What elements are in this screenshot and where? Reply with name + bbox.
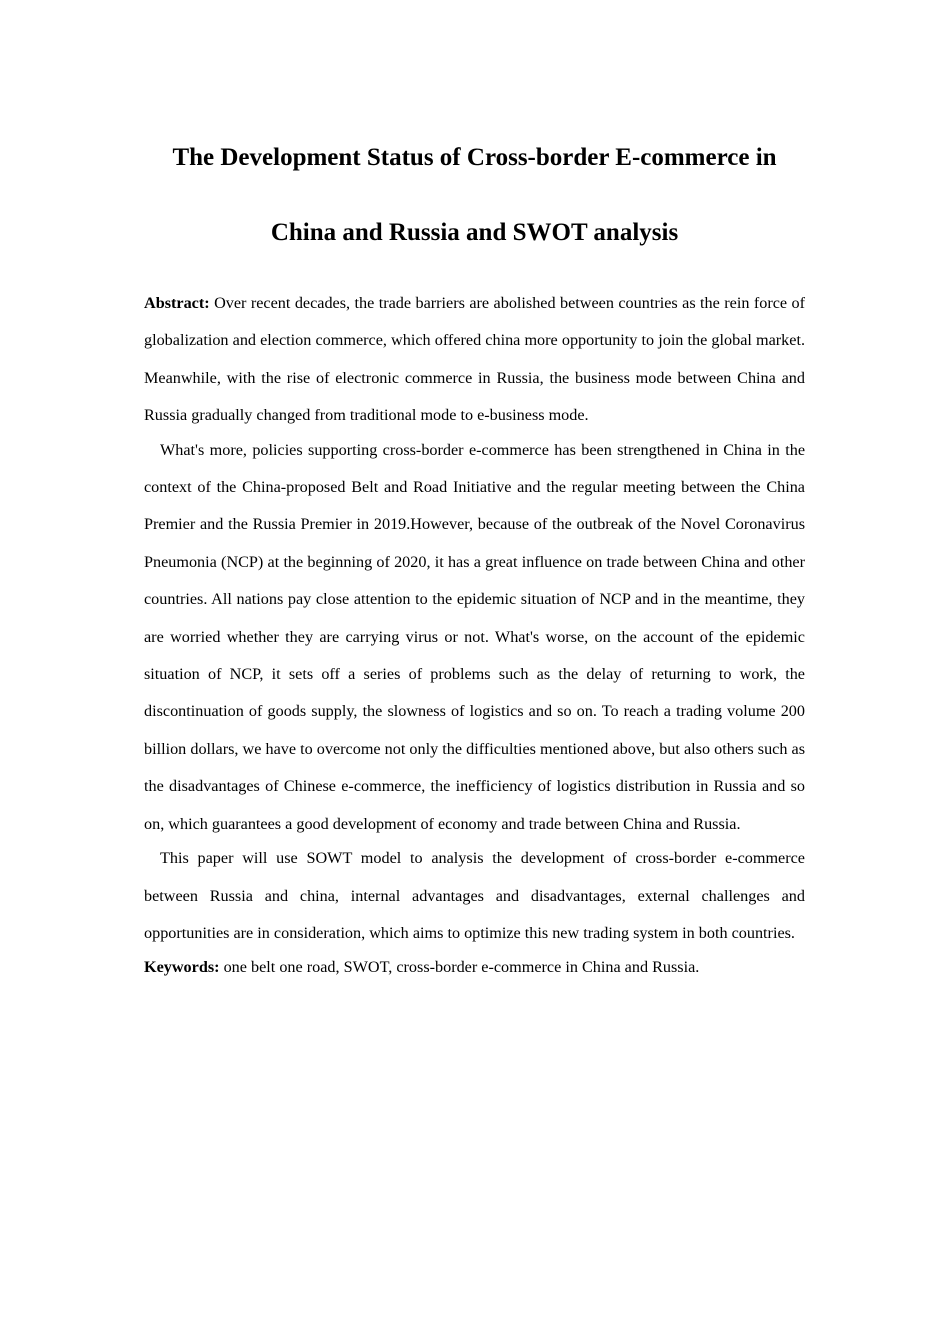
- keywords-text: one belt one road, SWOT, cross-border e-commerce in China and Russia.: [219, 958, 700, 977]
- paper-page: [144, 120, 805, 1003]
- keywords-label: Keywords:: [144, 958, 220, 977]
- abstract-paragraph-3: This paper will use SOWT model to analysis the development of cross-border e-commerce between Russia and china, internal advantages and disadvantages, external challenges and opportunities are in consideration, which aims to optimize this new trading system in both countries.: [144, 849, 805, 942]
- title-line-2: China and Russia and SWOT analysis: [270, 219, 679, 246]
- abstract-paragraph: [144, 285, 805, 435]
- paper-title: [114, 120, 835, 270]
- keywords-line: [144, 949, 805, 986]
- abstract-label: Abstract:: [144, 294, 210, 312]
- abstract-text: Over recent decades, the trade barriers are abolished between countries as the rein force of globalization and election commerce, which offered china more opportunity to join the global market. Meanwhile, with the rise of electronic commerce in Russia, the business mode between China and Russia gradually changed from traditional mode to e-business mode.: [144, 294, 805, 425]
- title-line-1: The Development Status of Cross-border E-commerce in: [172, 144, 777, 171]
- abstract-paragraph-2: What's more, policies supporting cross-border e-commerce has been strengthened in China in the context of the China-proposed Belt and Road Initiative and the regular meeting between the China Premier and the Russia Premier in 2019.However, because of the outbreak of the Novel Coronavirus Pneumonia (NCP) at the beginning of 2020, it has a great influence on trade between China and other countries. All nations pay close attention to the epidemic situation of NCP and in the meantime, they are worried whether they are carrying virus or not. What's worse, on the account of the epidemic situation of NCP, it sets off a series of problems such as the delay of returning to work, the discontinuation of goods supply, the slowness of logistics and so on. To reach a trading volume 200 billion dollars, we have to overcome not only the difficulties mentioned above, but also others such as the disadvantages of Chinese e-commerce, the inefficiency of logistics distribution in Russia and so on, which guarantees a good development of economy and trade between China and Russia.: [144, 440, 805, 833]
